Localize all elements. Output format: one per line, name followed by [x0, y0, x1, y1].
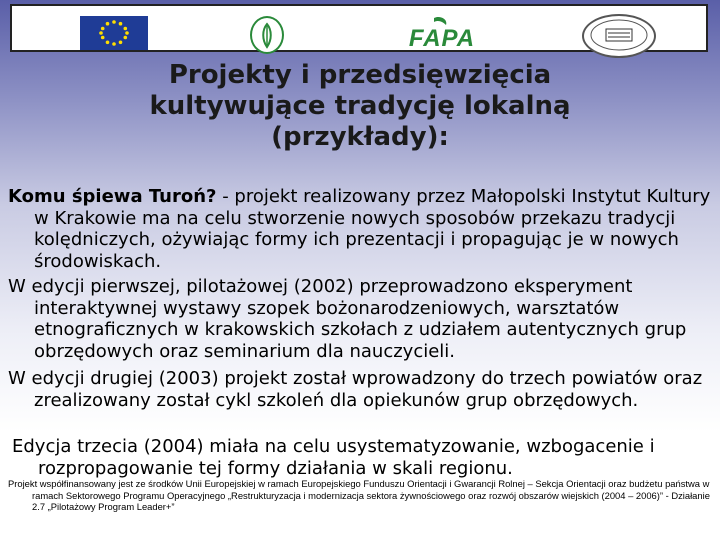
- ministry-seal-icon: [250, 16, 284, 54]
- title-line-3: (przykłady):: [271, 122, 449, 152]
- page-title: [40, 60, 680, 153]
- paragraph-turon-text: - projekt realizowany przez Małopolski Instytut Kultury w Krakowie ma na celu stworzenie nowych sposobów przekazu tradycji kolędniczych, ożywiając formy ich prezentacji i propagując je w nowych środowiskach.: [34, 186, 711, 272]
- paragraph-edition-2: W edycji drugiej (2003) projekt został wprowadzony do trzech powiatów oraz zrealizowany został cykl szkoleń dla opiekunów grup obrzędowych.: [8, 368, 703, 411]
- logo-bar: [10, 4, 708, 52]
- funding-footnote: Projekt współfinansowany jest ze środków Unii Europejskiej w ramach Europejskiego Funduszu Orientacji i Gwarancji Rolnej – Sekcja Orientacji oraz budżetu państwa w ramach Sektorowego Programu Operacyjnego „Restrukturyzacja i modernizacja sektora żywnościowego oraz rozwój obszarów wiejskich (2004 – 2006)” - Działanie 2.7 „Pilotażowy Program Leader+”: [8, 478, 710, 512]
- institute-seal-icon: [582, 14, 656, 58]
- project-name: Komu śpiewa Turoń?: [8, 186, 217, 207]
- title-line-1: Projekty i przedsięwzięcia: [168, 60, 552, 90]
- eu-flag-icon: [80, 16, 148, 50]
- paragraph-edition-1: W edycji pierwszej, pilotażowej (2002) przeprowadzono eksperyment interaktywnej wystawy szopek bożonarodzeniowych, warsztatów etnograficznych w krakowskich szkołach z udziałem autentycznych grup obrzędowych oraz seminarium dla nauczycieli.: [8, 276, 687, 362]
- fapa-logo-text: FAPA: [408, 25, 476, 50]
- fapa-logo: [396, 16, 488, 50]
- paragraph-edition-3: Edycja trzecia (2004) miała na celu usystematyzowanie, wzbogacenie i rozpropagowanie tej formy działania w skali regionu.: [12, 436, 655, 479]
- title-line-2: kultywujące tradycję lokalną: [149, 91, 571, 121]
- paragraph-turon: [8, 186, 716, 272]
